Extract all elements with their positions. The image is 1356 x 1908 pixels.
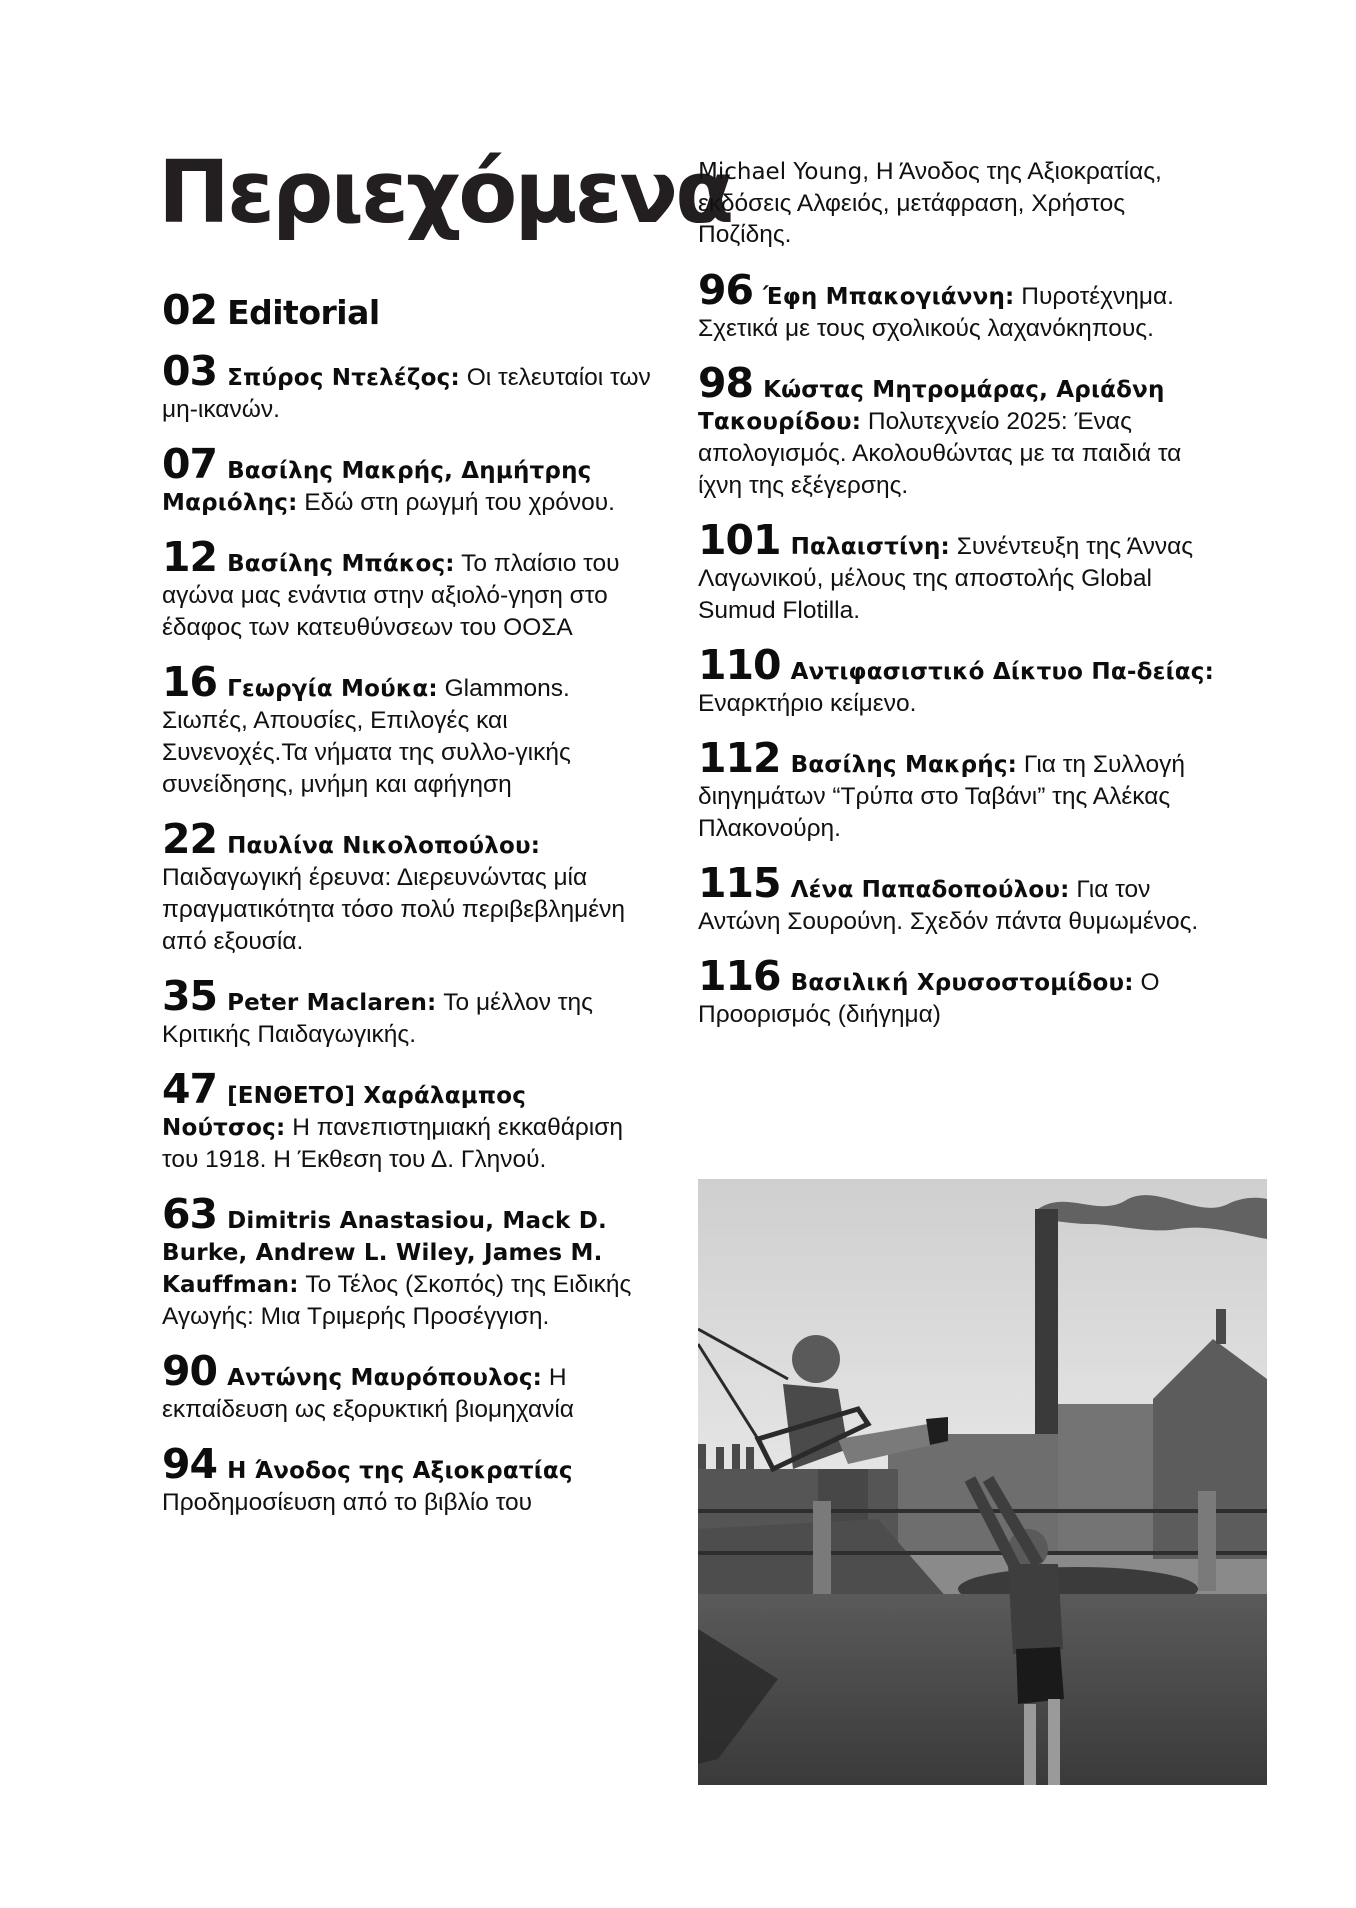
toc-entry[interactable]	[698, 952, 1218, 1031]
ground	[698, 1594, 1267, 1785]
toc-entry[interactable]	[162, 815, 652, 958]
entry-title: Για τη Συλλογή διηγημάτων “Τρύπα στο Ταβάνι” της Αλέκας Πλακονούρη.	[698, 751, 1186, 842]
page-number: 116	[698, 952, 781, 1000]
page-number: 03	[162, 347, 218, 395]
entry-author: Παυλίνα Νικολοπούλου:	[227, 833, 541, 859]
entry-title: Προδημοσίευση από το βιβλίο του	[162, 1489, 533, 1516]
toc-entry[interactable]	[162, 658, 652, 801]
page-number: 63	[162, 1190, 218, 1238]
toc-entry[interactable]	[162, 1190, 652, 1333]
entry-author: Αντιφασιστικό Δίκτυο Πα-δείας:	[790, 659, 1214, 685]
entry-title: Εναρκτήριο κείμενο.	[698, 690, 917, 717]
entry-author: Αντώνης Μαυρόπουλος:	[227, 1365, 543, 1391]
page-number: 90	[162, 1347, 218, 1395]
entry-author: Έφη Μπακογιάννη:	[763, 284, 1015, 310]
book-author: Michael Young	[698, 159, 863, 185]
entry-title: Συνέντευξη της Άννας Λαγωνικού, μέλους της αποστολής Global Sumud Flotilla.	[698, 533, 1194, 624]
entry-author: Γεωργία Μούκα:	[227, 676, 438, 702]
entry-author: Peter Maclaren:	[227, 990, 437, 1016]
toc-entry-continuation[interactable]	[698, 156, 1218, 250]
photo-children-swing-factory	[698, 1179, 1267, 1785]
entry-author: Βασιλική Χρυσοστομίδου:	[790, 970, 1134, 996]
entry-author: Παλαιστίνη:	[790, 534, 950, 560]
entry-author: Κώστας Μητρομάρας, Αριάδνη Τακουρίδου:	[698, 377, 1165, 435]
toc-entry[interactable]	[698, 859, 1218, 938]
page-number: 16	[162, 658, 218, 706]
page-number: 12	[162, 533, 218, 581]
entry-author: Σπύρος Ντελέζος:	[227, 365, 460, 391]
toc-right-column	[698, 156, 1218, 1049]
entry-author: [ΕΝΘΕΤΟ] Χαράλαμπος Νούτσος:	[162, 1083, 527, 1141]
entry-title: Το πλαίσιο του αγώνα μας ενάντια στην αξιολό-γηση στο έδαφος των κατευθύνσεων του ΟΟΣΑ	[162, 550, 620, 641]
toc-entry[interactable]	[698, 516, 1218, 627]
page-number: 101	[698, 516, 781, 564]
page-title: Περιεχόμενα	[158, 143, 732, 243]
entry-author: Editorial	[227, 293, 380, 332]
entry-title: Οι τελευταίοι των μη-ικανών.	[162, 364, 651, 423]
entry-title: Πυροτέχνημα. Σχετικά με τους σχολικούς λαχανόκηπους.	[698, 283, 1174, 342]
toc-entry[interactable]	[162, 347, 652, 426]
toc-entry[interactable]	[162, 533, 652, 644]
toc-entry[interactable]	[698, 641, 1218, 720]
page-number: 94	[162, 1440, 218, 1488]
entry-title: Η πανεπιστημιακή εκκαθάριση του 1918. Η Έκθεση του Δ. Γληνού.	[162, 1114, 623, 1173]
toc-entry[interactable]	[698, 266, 1218, 345]
toc-left-column	[162, 286, 652, 1537]
entry-title: Εδώ στη ρωγμή του χρόνου.	[297, 489, 615, 516]
toc-entry[interactable]	[162, 1347, 652, 1426]
toc-entry[interactable]	[162, 1065, 652, 1176]
entry-title: Για τον Αντώνη Σουρούνη. Σχεδόν πάντα θυμωμένος.	[698, 876, 1199, 935]
toc-entry[interactable]	[162, 972, 652, 1051]
page-number: 96	[698, 266, 754, 314]
entry-author: Λένα Παπαδοπούλου:	[790, 877, 1070, 903]
page-number: 47	[162, 1065, 218, 1113]
page-number: 112	[698, 734, 781, 782]
page-number: 115	[698, 859, 781, 907]
entry-title: Το Τέλος (Σκοπός) της Ειδικής Αγωγής: Μια Τριμερής Προσέγγιση.	[162, 1271, 632, 1330]
toc-entry[interactable]	[162, 1440, 652, 1519]
entry-title: Παιδαγωγική έρευνα: Διερευνώντας μία πραγματικότητα τόσο πολύ περιβεβλημένη από εξουσία.	[162, 864, 626, 955]
entry-title: Glammons. Σιωπές, Απουσίες, Επιλογές και Συνενοχές.Τα νήματα της συλλο-γικής συνείδησης, μνήμη και αφήγηση	[162, 675, 571, 798]
entry-title: , Η Άνοδος της Αξιοκρατίας, εκδόσεις Αλφειός, μετάφραση, Χρήστος Ποζίδης.	[698, 158, 1162, 248]
entry-author: Βασίλης Μακρής, Δημήτρης Μαριόλης:	[162, 458, 592, 516]
toc-entry[interactable]	[162, 286, 652, 334]
entry-author: Βασίλης Μακρής:	[790, 752, 1018, 778]
page-number: 35	[162, 972, 218, 1020]
entry-title: Ο Προορισμός (διήγημα)	[698, 969, 1160, 1028]
entry-author: Η Άνοδος της Αξιοκρατίας	[227, 1458, 573, 1484]
entry-author: Dimitris Anastasiou, Mack D. Burke, Andrew L. Wiley, James M. Kauffman:	[162, 1208, 607, 1298]
page-number: 07	[162, 440, 218, 488]
page-number: 98	[698, 359, 754, 407]
entry-title: Το μέλλον της Κριτικής Παιδαγωγικής.	[162, 989, 593, 1048]
toc-entry[interactable]	[698, 734, 1218, 845]
toc-entry[interactable]	[162, 440, 652, 519]
entry-title: Η εκπαίδευση ως εξορυκτική βιομηχανία	[162, 1364, 574, 1423]
page-number: 110	[698, 641, 781, 689]
entry-author: Βασίλης Μπάκος:	[227, 551, 455, 577]
toc-entry[interactable]	[698, 359, 1218, 502]
page-number: 22	[162, 815, 218, 863]
page-number: 02	[162, 286, 218, 334]
entry-title: Πολυτεχνείο 2025: Ένας απολογισμός. Ακολουθώντας με τα παιδιά τα ίχνη της εξέγερσης.	[698, 408, 1182, 499]
